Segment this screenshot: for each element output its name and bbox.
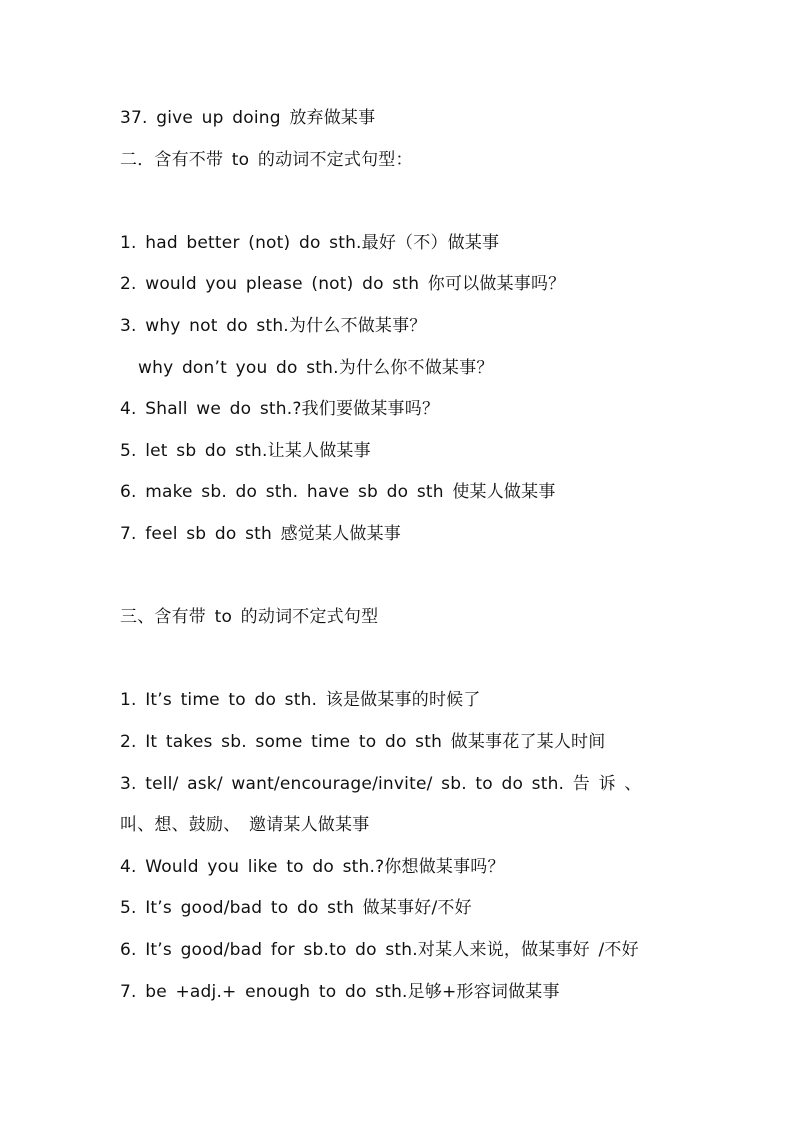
section-2-item-5: 5. let sb do sth.让某人做某事 [120, 441, 371, 461]
section-2-item-4: 4. Shall we do sth.?我们要做某事吗？ [120, 399, 440, 419]
section-3-item-7: 7. be +adj.+ enough to do sth.足够+形容词做某事 [120, 982, 560, 1002]
section-3-item-1: 1. It’s time to do sth. 该是做某事的时候了 [120, 690, 481, 710]
section-3-item-3b: 叫、想、鼓励、 邀请某人做某事 [120, 815, 370, 835]
section-2-item-6: 6. make sb. do sth. have sb do sth 使某人做某事 [120, 482, 556, 502]
section-3-item-5: 5. It’s good/bad to do sth 做某事好/不好 [120, 898, 472, 918]
section-2-item-7: 7. feel sb do sth 感觉某人做某事 [120, 524, 402, 544]
section-3-item-4: 4. Would you like to do sth.?你想做某事吗？ [120, 857, 505, 877]
section-2-item-2: 2. would you please (not) do sth 你可以做某事吗？ [120, 274, 566, 294]
section-2-item-3b: why don’t you do sth.为什么你不做某事？ [138, 358, 494, 378]
section-3-item-3: 3. tell/ ask/ want/encourage/invite/ sb. to do sth. 告 诉 、 [120, 774, 642, 794]
line-37: 37. give up doing 放弃做某事 [120, 108, 376, 128]
section-2-item-3: 3. why not do sth.为什么不做某事？ [120, 316, 427, 336]
section-2-heading: 二．含有不带 to 的动词不定式句型： [120, 150, 413, 170]
section-3-item-2: 2. It takes sb. some time to do sth 做某事花了某人时间 [120, 732, 606, 752]
section-3-item-6: 6. It’s good/bad for sb.to do sth.对某人来说，做某事好 /不好 [120, 940, 639, 960]
section-2-item-1: 1. had better (not) do sth.最好（不）做某事 [120, 233, 500, 253]
section-3-heading: 三、含有带 to 的动词不定式句型 [120, 607, 379, 627]
